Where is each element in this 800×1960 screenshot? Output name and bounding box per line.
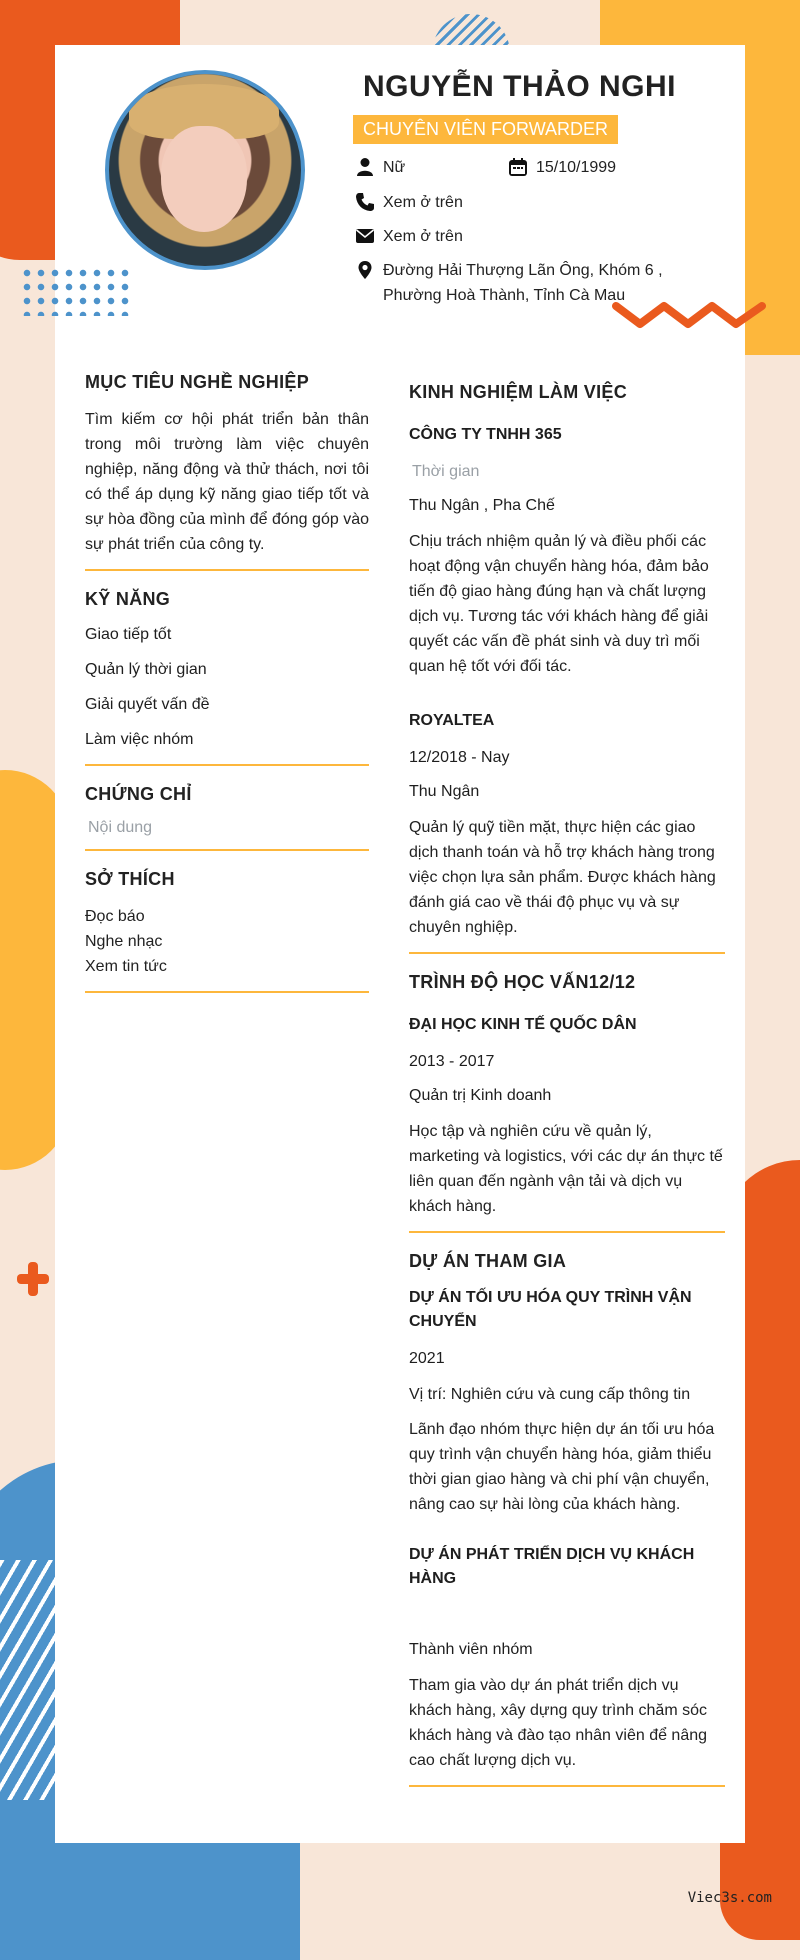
job-position: Thu Ngân , Pha Chế <box>409 497 555 514</box>
decor-zigzag <box>612 298 772 332</box>
divider <box>85 991 369 993</box>
project-time <box>409 1605 725 1627</box>
project-time: 2021 <box>409 1350 445 1367</box>
avatar-face-shape <box>161 126 247 232</box>
candidate-name: NGUYỄN THẢO NGHI <box>363 70 677 103</box>
job-description: Chịu trách nhiệm quản lý và điều phối các hoạt động vận chuyển hàng hóa, đảm bảo tiến độ giao hàng đúng hạn và chất lượng dịch vụ. Tương tác với khách hàng để giải quyết các vấn đề phát sinh và duy trì mối quan hệ tốt với đối tác. <box>409 533 709 675</box>
job-company: ROYALTEA <box>409 712 495 729</box>
projects-title: DỰ ÁN THAM GIA <box>409 1251 567 1271</box>
job-entry <box>409 709 725 940</box>
right-column <box>409 382 725 1805</box>
job-time: Thời gian <box>412 463 480 480</box>
divider <box>409 1231 725 1233</box>
skill-item: Làm việc nhóm <box>85 731 194 748</box>
skills-title: KỸ NĂNG <box>85 589 171 609</box>
project-description: Lãnh đạo nhóm thực hiện dự án tối ưu hóa quy trình vận chuyển hàng hóa, giảm thiểu thời gian giao hàng và chi phí vận chuyển, nâng cao sự hài lòng của khách hàng. <box>409 1421 715 1513</box>
hobby-item: Nghe nhạc <box>85 933 163 950</box>
education-time: 2013 - 2017 <box>409 1053 495 1070</box>
user-icon <box>355 157 375 177</box>
experience-title: KINH NGHIỆM LÀM VIỆC <box>409 382 628 402</box>
decor-plus-icon-bar <box>17 1274 49 1284</box>
project-name: DỰ ÁN TỐI ƯU HÓA QUY TRÌNH VẬN CHUYỂN <box>409 1289 692 1330</box>
phone-value: Xem ở trên <box>383 194 463 211</box>
certificates-placeholder: Nội dung <box>88 819 153 836</box>
watermark-text: Viec3s.com <box>687 1890 772 1906</box>
hobby-item: Đọc báo <box>85 908 145 925</box>
divider <box>85 849 369 851</box>
decor-stripes-bottom-left <box>0 1560 55 1800</box>
divider <box>85 569 369 571</box>
hobbies-title: SỞ THÍCH <box>85 869 175 889</box>
skill-item: Quản lý thời gian <box>85 661 207 678</box>
education-title: TRÌNH ĐỘ HỌC VẤN12/12 <box>409 972 636 992</box>
job-position: Thu Ngân <box>409 783 480 800</box>
left-column <box>85 372 369 1011</box>
address-line-2: Phường Hoà Thành, Tỉnh Cà Mau <box>383 287 626 304</box>
objective-text: Tìm kiếm cơ hội phát triển bản thân trong môi trường làm việc chuyên nghiệp, năng động và thử thách, nơi tôi có thể áp dụng kỹ năng giao tiếp tốt và sự hòa đồng của mình để đóng góp vào sự phát triển của công ty. <box>85 411 369 553</box>
envelope-icon <box>355 226 375 246</box>
project-name: DỰ ÁN PHÁT TRIỂN DỊCH VỤ KHÁCH HÀNG <box>409 1546 695 1587</box>
skill-item: Giải quyết vấn đề <box>85 696 210 713</box>
phone-icon <box>355 192 375 212</box>
education-description: Học tập và nghiên cứu về quản lý, marketing và logistics, với các dự án thực tế liên quan đến ngành vận tải và dịch vụ khách hàng. <box>409 1123 723 1215</box>
job-description: Quản lý quỹ tiền mặt, thực hiện các giao dịch thanh toán và hỗ trợ khách hàng trong việc chọn lựa sản phẩm. Được khách hàng đánh giá cao về thái độ phục vụ và sự chuyên nghiệp. <box>409 819 716 936</box>
project-entry <box>409 1286 725 1517</box>
gender-value: Nữ <box>383 159 406 176</box>
decor-dot-grid <box>20 266 130 316</box>
candidate-role-badge: CHUYÊN VIÊN FORWARDER <box>353 115 618 144</box>
location-pin-icon <box>355 260 375 280</box>
dob-value: 15/10/1999 <box>536 159 617 176</box>
hobby-item: Xem tin tức <box>85 958 167 975</box>
skill-item: Giao tiếp tốt <box>85 626 172 643</box>
calendar-icon <box>508 157 528 177</box>
education-school: ĐẠI HỌC KINH TẾ QUỐC DÂN <box>409 1016 637 1033</box>
job-company: CÔNG TY TNHH 365 <box>409 426 562 443</box>
divider <box>409 1785 725 1787</box>
email-value: Xem ở trên <box>383 228 463 245</box>
divider <box>85 764 369 766</box>
job-entry <box>409 423 725 679</box>
address-line-1: Đường Hải Thượng Lãn Ông, Khóm 6 , <box>383 262 663 279</box>
divider <box>409 952 725 954</box>
project-role: Vị trí: Nghiên cứu và cung cấp thông tin <box>409 1386 691 1403</box>
project-role: Thành viên nhóm <box>409 1641 533 1658</box>
job-time: 12/2018 - Nay <box>409 749 510 766</box>
project-description: Tham gia vào dự án phát triển dịch vụ khách hàng, xây dựng quy trình chăm sóc khách hàng và đào tạo nhân viên để nâng cao chất lượng dịch vụ. <box>409 1677 708 1769</box>
project-entry <box>409 1543 725 1773</box>
objective-title: MỤC TIÊU NGHỀ NGHIỆP <box>85 372 310 392</box>
certificates-title: CHỨNG CHỈ <box>85 784 192 804</box>
avatar <box>105 70 305 270</box>
education-major: Quản trị Kinh doanh <box>409 1087 552 1104</box>
